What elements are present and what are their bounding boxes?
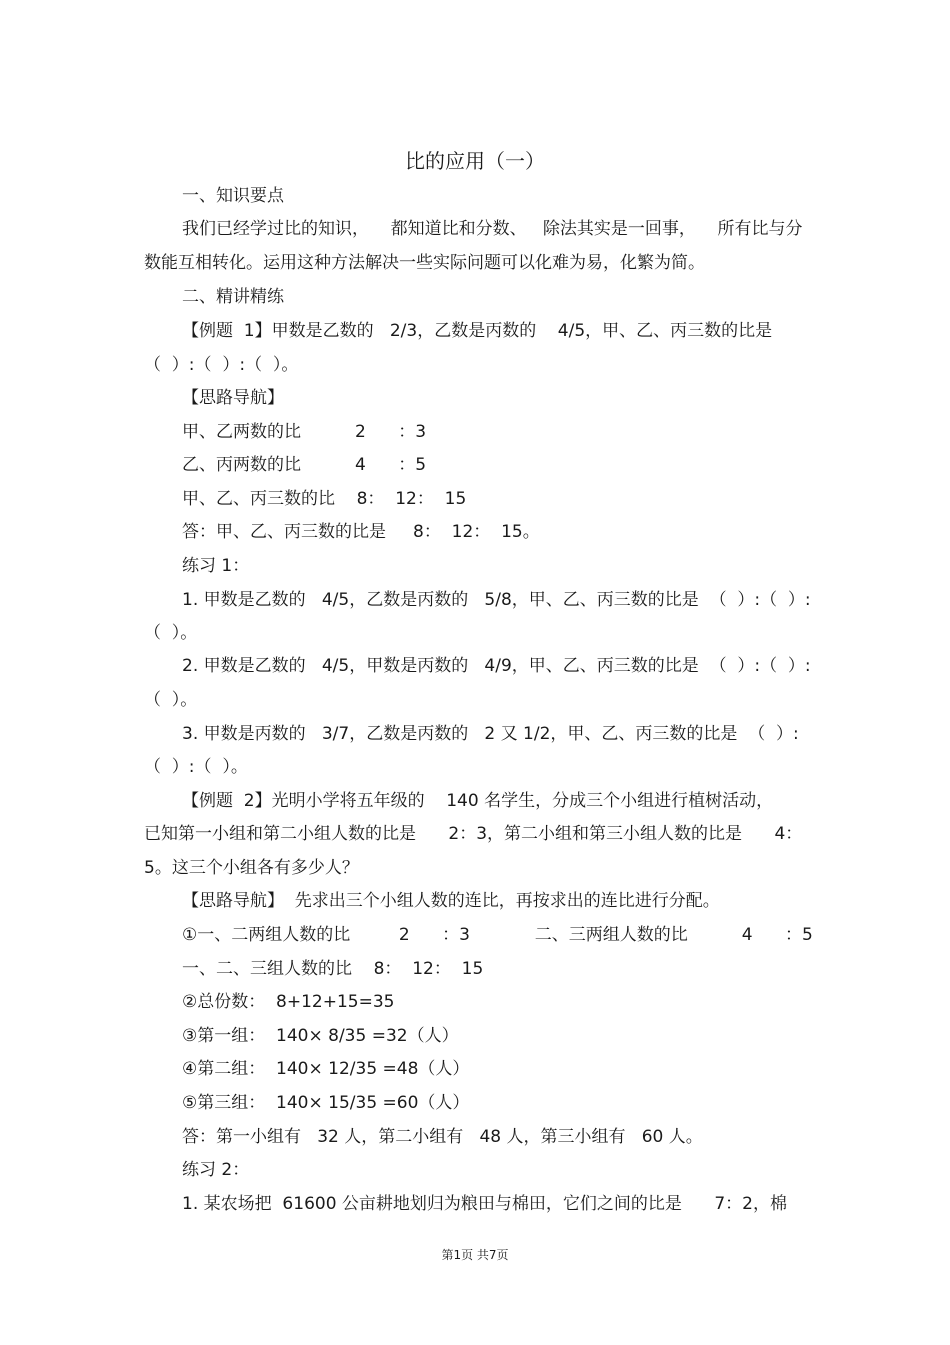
thinking-guide-heading: 【思路导航】 <box>182 388 284 408</box>
section-heading-knowledge: 一、知识要点 <box>182 186 284 206</box>
solution-line: 甲、乙两数的比 2 ：3 <box>182 422 427 442</box>
page-title: 比的应用（一） <box>405 149 545 173</box>
solution-line: 甲、乙、丙三数的比 8： 12： 15 <box>182 489 467 509</box>
solution-line: 乙、丙两数的比 4 ：5 <box>182 455 427 475</box>
example-2-question-cont: 已知第一小组和第二小组人数的比是 2：3，第二小组和第三小组人数的比是 4： <box>144 824 803 844</box>
example-1-question-cont: （ ）:（ ）:（ ）。 <box>144 355 299 375</box>
solution-line: ④第二组： 140× 12/35 =48（人） <box>182 1059 470 1079</box>
answer-line: 答：第一小组有 32 人，第二小组有 48 人，第三小组有 60 人。 <box>182 1127 703 1147</box>
example-2-question-cont: 5。这三个小组各有多少人？ <box>144 858 359 878</box>
solution-line: 一、二、三组人数的比 8： 12： 15 <box>182 959 484 979</box>
solution-line: ⑤第三组： 140× 15/35 =60（人） <box>182 1093 470 1113</box>
exercise-item-cont: （ ）。 <box>144 690 198 710</box>
thinking-guide-line: 【思路导航】 先求出三个小组人数的连比，再按求出的连比进行分配。 <box>182 891 720 911</box>
exercise-item-cont: （ ）:（ ）。 <box>144 757 248 777</box>
paragraph-line: 我们已经学过比的知识， 都知道比和分数、 除法其实是一回事， 所有比与分 <box>182 219 803 239</box>
page-footer: 第1页 共7页 <box>441 1248 509 1262</box>
exercise-item: 1. 某农场把 61600 公亩耕地划归为粮田与棉田，它们之间的比是 7：2，棉 <box>182 1194 787 1214</box>
solution-line: ①一、二两组人数的比 2 ：3 二、三两组人数的比 4 ：5 <box>182 925 813 945</box>
exercise-item: 3. 甲数是丙数的 3/7，乙数是丙数的 2 又 1/2，甲、乙、丙三数的比是 （ ）: <box>182 724 799 744</box>
solution-line: ③第一组： 140× 8/35 =32（人） <box>182 1026 459 1046</box>
exercise-item-cont: （ ）。 <box>144 623 198 643</box>
example-1-question: 【例题 1】甲数是乙数的 2/3，乙数是丙数的 4/5，甲、乙、丙三数的比是 <box>182 321 773 341</box>
exercise-item: 2. 甲数是乙数的 4/5，甲数是丙数的 4/9，甲、乙、丙三数的比是 （ ）:（ ）: <box>182 656 811 676</box>
solution-line: ②总份数： 8+12+15=35 <box>182 992 395 1012</box>
paragraph-line: 数能互相转化。运用这种方法解决一些实际问题可以化难为易，化繁为简。 <box>144 253 705 273</box>
answer-line: 答：甲、乙、丙三数的比是 8： 12： 15。 <box>182 522 540 542</box>
exercise-2-heading: 练习 2： <box>182 1160 250 1180</box>
section-heading-practice: 二、精讲精练 <box>182 287 284 307</box>
example-2-question: 【例题 2】光明小学将五年级的 140 名学生，分成三个小组进行植树活动， <box>182 791 774 811</box>
exercise-1-heading: 练习 1： <box>182 556 250 576</box>
exercise-item: 1. 甲数是乙数的 4/5，乙数是丙数的 5/8，甲、乙、丙三数的比是 （ ）:（ ）: <box>182 590 811 610</box>
